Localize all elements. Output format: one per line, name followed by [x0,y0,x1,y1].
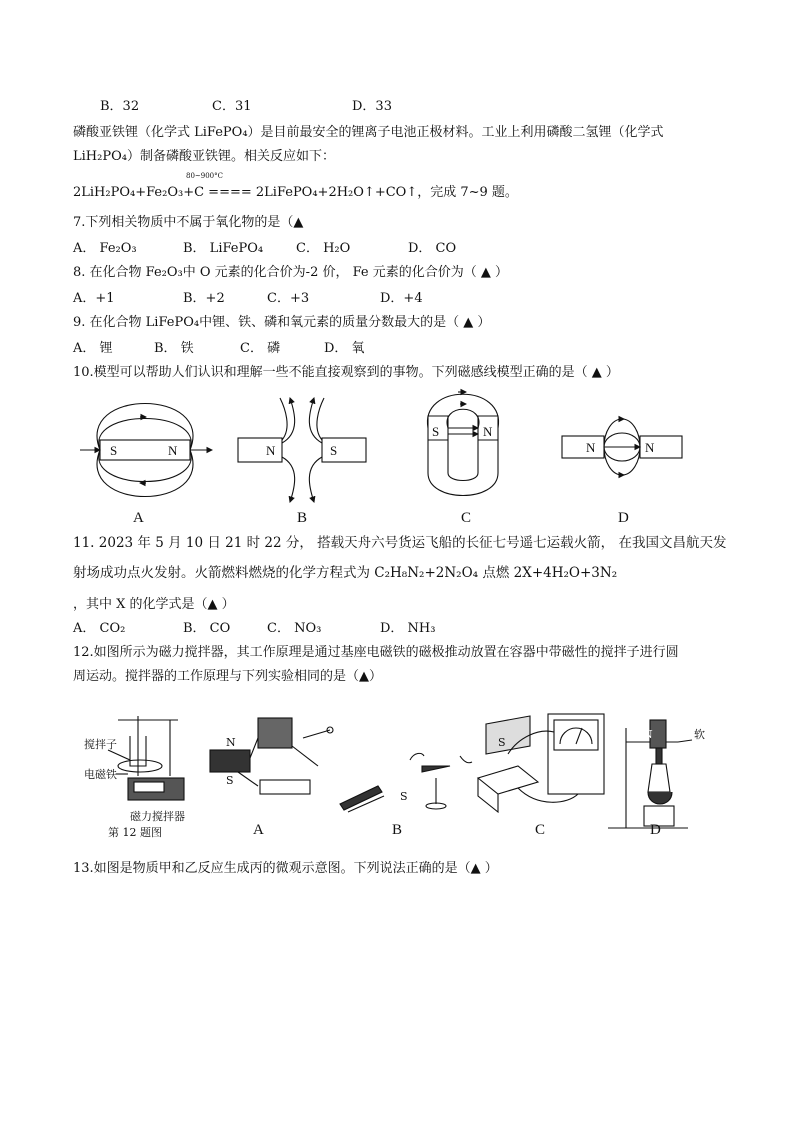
q10-c-s-pole: S [432,424,440,439]
q10-option-b-diagram [238,398,366,502]
q12-figure-caption: 第 12 题图 [108,826,162,839]
q7-option-b: B． LiFePO₄ [183,241,264,256]
q12-b-s-pole: S [400,790,408,803]
q8-option-d: D．+4 [380,291,423,306]
q12-label-d: D [650,822,661,838]
q12-option-c-diagram [478,714,604,812]
q11-line-3: ，其中 X 的化学式是（▲ ） [73,597,235,612]
q10-label-c: C [461,510,472,526]
q9-option-b: B． 铁 [154,341,194,356]
q10-b-n-pole: N [266,443,276,458]
q7-option-c: C． H₂O [296,241,351,256]
q10-option-a-diagram [80,404,212,497]
q9-option-c: C． 磷 [240,341,281,356]
q11-option-c: C． NO₃ [267,621,322,636]
q10-option-c-diagram [427,392,498,496]
q12-a-s-pole: S [226,774,234,787]
q13-stem: 13.如图是物质甲和乙反应生成丙的微观示意图。下列说法正确的是（▲ ） [73,861,498,876]
q11-option-a: A． CO₂ [73,621,126,636]
q6-option-d: D．33 [352,99,392,114]
q10-option-d-diagram [562,419,682,475]
q12-option-b-diagram [340,753,472,812]
q8-stem: 8. 在化合物 Fe₂O₃中 O 元素的化合价为-2 价， Fe 元素的化合价为（ ▲ ） [73,265,508,280]
q7-stem: 7.下列相关物质中不属于氧化物的是（▲ [73,215,304,230]
intro-line-2: LiH₂PO₄）制备磷酸亚铁锂。相关反应如下： [73,149,335,164]
q11-line-2: 射场成功点火发射。火箭燃料燃烧的化学方程式为 C₂H₈N₂+2N₂O₄ 点燃 2X+4H₂O+3N₂ [73,565,618,581]
q8-option-a: A．+1 [73,291,115,306]
q9-option-a: A． 锂 [73,341,113,356]
q12-stirrer-diagram [108,716,184,800]
q12-line-2: 周运动。搅拌器的工作原理与下列实验相同的是（▲） [73,669,382,684]
intro-line-1: 磷酸亚铁锂（化学式 LiFePO₄）是目前最安全的锂离子电池正极材料。工业上利用磷酸二氢锂（化学式 [73,125,664,140]
q10-b-s-pole: S [330,443,338,458]
q11-option-b: B． CO [183,621,231,636]
q11-option-d: D． NH₃ [380,621,436,636]
q10-c-n-pole: N [483,424,493,439]
q12-label-a: A [253,822,264,838]
q12-c-s-pole: S [498,736,506,749]
q12-label-stirrer: 搅拌子 [84,738,117,751]
q10-figure [80,388,700,513]
q9-option-d: D． 氧 [324,341,365,356]
q6-option-b: B．32 [100,99,140,114]
q12-a-n-pole: N [226,736,236,749]
q7-option-a: A． Fe₂O₃ [73,241,137,256]
q7-option-d: D． CO [408,241,457,256]
q9-stem: 9. 在化合物 LiFePO₄中锂、铁、磷和氧元素的质量分数最大的是（ ▲ ） [73,315,491,330]
q10-label-d: D [618,510,629,526]
q11-line-1: 11. 2023 年 5 月 10 日 21 时 22 分， 搭载天舟六号货运飞船的长征七号遥七运载火箭， 在我国文昌航天发 [73,535,727,551]
q10-d-n-pole-left: N [586,440,596,455]
q12-label-device-name: 磁力搅拌器 [130,810,185,823]
q10-a-s-pole: S [110,443,118,458]
q6-option-c: C．31 [212,99,252,114]
q12-line-1: 12.如图所示为磁力搅拌器，其工作原理是通过基座电磁铁的磁极推动放置在容器中带磁性的搅拌子进行圆 [73,645,679,660]
q12-label-electromagnet: 电磁铁 [84,768,117,781]
q12-label-b: B [392,822,403,838]
q10-label-a: A [133,510,144,526]
q10-label-b: B [297,510,308,526]
q12-label-c: C [535,822,546,838]
q12-d-soft-label: 软 [694,728,705,741]
q10-d-n-pole-right: N [645,440,655,455]
reaction-equation: 2LiH₂PO₄+Fe₂O₃+C ==== 2LiFePO₄+2H₂O↑+CO↑，完成 7~9 题。 [73,185,518,200]
q10-a-n-pole: N [168,443,178,458]
reaction-condition: 80~900°C [186,172,223,180]
q8-option-b: B．+2 [183,291,225,306]
q10-stem: 10.模型可以帮助人们认识和理解一些不能直接观察到的事物。下列磁感线模型正确的是（ ▲ ） [73,365,619,380]
q12-d-n-pole: N [643,728,653,741]
q8-option-c: C．+3 [267,291,310,306]
